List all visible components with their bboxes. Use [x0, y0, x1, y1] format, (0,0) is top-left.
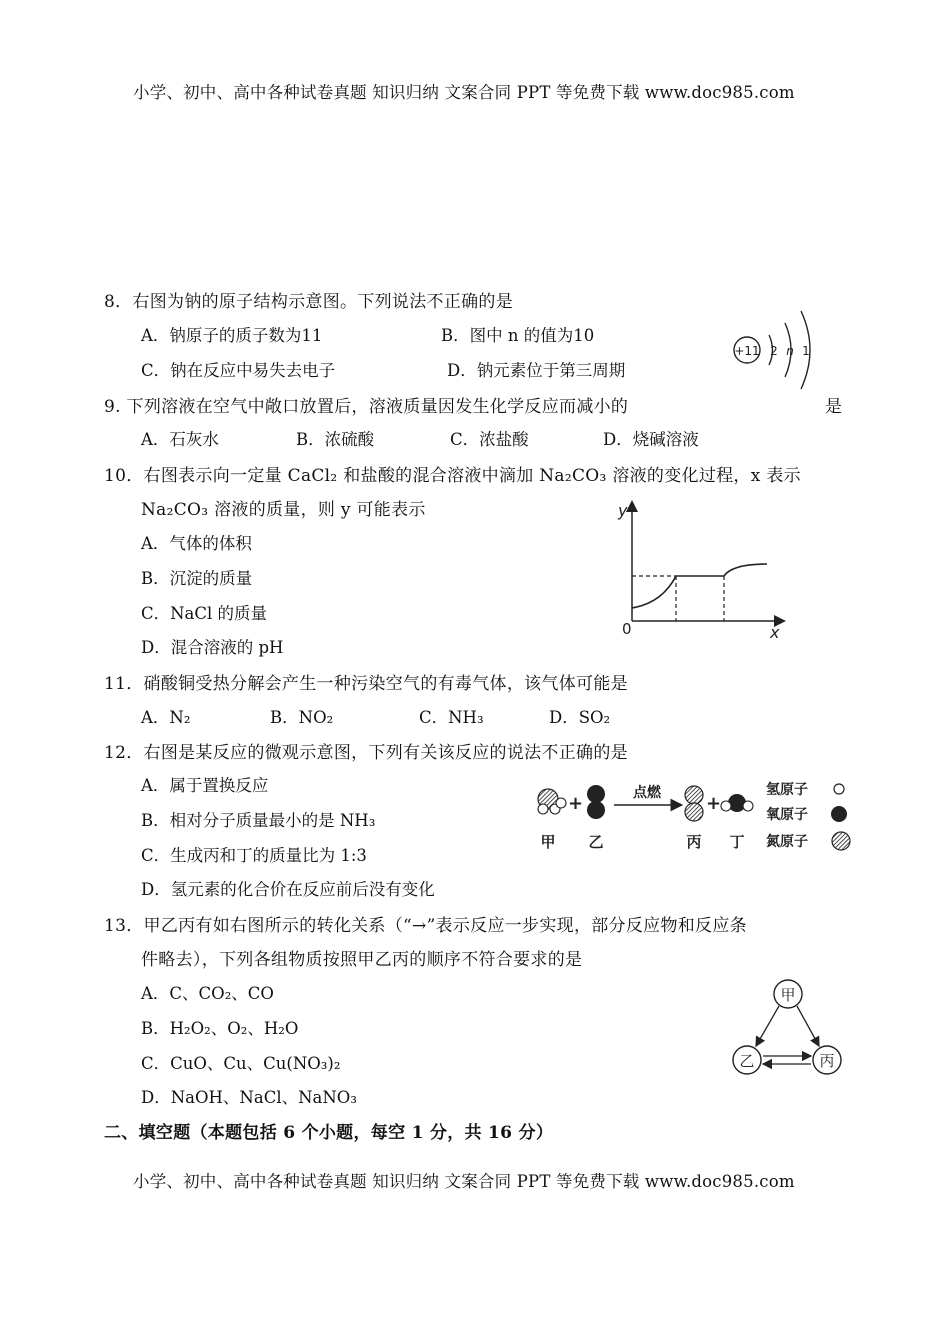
- q10-option-d: D．混合溶液的 pH: [141, 638, 284, 657]
- q9-option-a: A．石灰水: [141, 430, 219, 449]
- svg-text:+: +: [568, 793, 584, 814]
- molecule-ding: [721, 794, 753, 812]
- q12-reaction-diagram: [530, 775, 860, 860]
- q8-option-a: A．钠原子的质子数为11: [141, 326, 323, 345]
- q13-option-b: B．H₂O₂、O₂、H₂O: [141, 1019, 299, 1038]
- q12-stem: 12．右图是某反应的微观示意图，下列有关该反应的说法不正确的是: [104, 743, 628, 763]
- label-bing: 丙: [686, 833, 702, 851]
- nucleus-charge: +11: [734, 344, 760, 358]
- q13-conversion-diagram: [725, 972, 850, 1082]
- arrow-jia-to-yi: [756, 1006, 779, 1046]
- curve-line: [632, 564, 767, 608]
- q8-option-d: D．钠元素位于第三周期: [447, 361, 626, 380]
- node-jia-label: 甲: [780, 986, 796, 1004]
- molecule-yi: [587, 785, 605, 819]
- svg-text:+: +: [706, 793, 722, 814]
- shell-1-electrons: 2: [770, 344, 778, 358]
- q13-option-a: A．C、CO₂、CO: [141, 984, 274, 1003]
- section-2-heading: 二、填空题（本题包括 6 个小题，每空 1 分，共 16 分）: [104, 1123, 554, 1143]
- page-footer: 小学、初中、高中各种试卷真题 知识归纳 文案合同 PPT 等免费下载 www.doc985.com: [133, 1172, 795, 1191]
- shell-3-electrons: 1: [802, 344, 810, 358]
- q11-option-b: B．NO₂: [270, 708, 334, 727]
- legend-hydrogen-label: 氢原子: [766, 782, 808, 798]
- arrow-jia-to-bing: [797, 1006, 819, 1046]
- node-yi-label: 乙: [739, 1052, 755, 1070]
- x-axis-label: x: [770, 623, 780, 642]
- label-ding: 丁: [729, 833, 745, 851]
- q8-option-b: B．图中 n 的值为10: [441, 326, 595, 345]
- q11-option-a: A．N₂: [141, 708, 191, 727]
- molecule-bing: [685, 786, 703, 821]
- q13-option-d: D．NaOH、NaCl、NaNO₃: [141, 1088, 357, 1107]
- q11-option-c: C．NH₃: [419, 708, 484, 727]
- q10-stem-line2: Na₂CO₃ 溶液的质量，则 y 可能表示: [141, 500, 426, 520]
- q10-option-b: B．沉淀的质量: [141, 569, 253, 588]
- legend-nitrogen-label: 氮原子: [766, 834, 808, 850]
- q9-option-b: B．浓硫酸: [296, 430, 375, 449]
- label-jia: 甲: [540, 833, 556, 851]
- shell-2-electrons: n: [786, 344, 794, 358]
- q13-option-c: C．CuO、Cu、Cu(NO₃)₂: [141, 1054, 341, 1073]
- q10-option-c: C．NaCl 的质量: [141, 604, 268, 623]
- q12-option-c: C．生成丙和丁的质量比为 1:3: [141, 846, 367, 865]
- q10-option-a: A．气体的体积: [141, 534, 252, 553]
- q12-option-b: B．相对分子质量最小的是 NH₃: [141, 811, 376, 830]
- reaction-condition: 点燃: [633, 785, 661, 801]
- q9-stem-end: 是: [825, 397, 843, 417]
- legend-oxygen-symbol: [831, 806, 847, 822]
- sodium-atom-diagram: [725, 305, 820, 395]
- q10-graph: [612, 498, 792, 643]
- q8-stem: 8．右图为钠的原子结构示意图。下列说法不正确的是: [104, 292, 514, 312]
- legend-oxygen-label: 氧原子: [766, 807, 808, 823]
- q11-option-d: D．SO₂: [549, 708, 611, 727]
- q10-stem-line1: 10．右图表示向一定量 CaCl₂ 和盐酸的混合溶液中滴加 Na₂CO₃ 溶液的变化过程，x 表示: [104, 466, 801, 486]
- q13-stem-line1: 13．甲乙丙有如右图所示的转化关系（“→”表示反应一步实现，部分反应物和反应条: [104, 916, 747, 936]
- node-bing-label: 丙: [819, 1052, 835, 1070]
- q11-stem: 11．硝酸铜受热分解会产生一种污染空气的有毒气体，该气体可能是: [104, 674, 628, 694]
- q9-stem: 9. 下列溶液在空气中敞口放置后，溶液质量因发生化学反应而减小的: [104, 397, 629, 417]
- q9-option-c: C．浓盐酸: [450, 430, 529, 449]
- molecule-jia: [538, 789, 566, 814]
- page-header: 小学、初中、高中各种试卷真题 知识归纳 文案合同 PPT 等免费下载 www.doc985.com: [133, 83, 795, 102]
- q13-stem-line2: 件略去），下列各组物质按照甲乙丙的顺序不符合要求的是: [141, 950, 583, 970]
- q12-option-a: A．属于置换反应: [141, 776, 269, 795]
- legend-hydrogen-symbol: [834, 784, 844, 794]
- y-axis-label: y: [618, 501, 628, 520]
- q8-option-c: C．钠在反应中易失去电子: [141, 361, 336, 380]
- label-yi: 乙: [588, 833, 604, 851]
- legend-nitrogen-symbol: [832, 832, 850, 850]
- q12-option-d: D．氢元素的化合价在反应前后没有变化: [141, 880, 435, 899]
- q9-option-d: D．烧碱溶液: [603, 430, 699, 449]
- origin-label: 0: [622, 620, 632, 638]
